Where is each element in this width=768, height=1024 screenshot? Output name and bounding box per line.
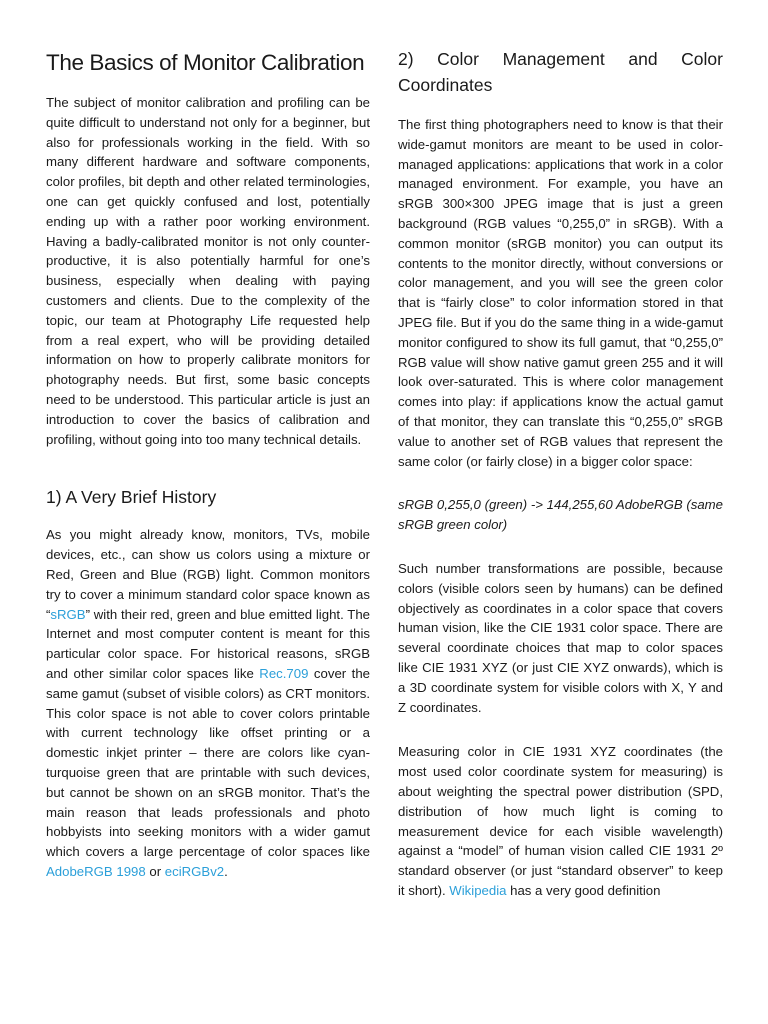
rec709-link[interactable]: Rec.709 <box>259 665 309 681</box>
right-column <box>398 46 723 901</box>
measuring-tail: has a very good definition <box>506 882 661 898</box>
srgb-link[interactable]: sRGB <box>50 606 86 622</box>
ecirgb-link[interactable]: eciRGBv2 <box>164 863 225 879</box>
section-heading-color-management <box>398 47 723 98</box>
intro-paragraph: The subject of monitor calibration and profiling can be quite difficult to understand not only for a beginner, but also for professionals working in the field. With so many different hardware and software components, color profiles, bit depth and other related terminologies, one can get quickly confused and lost, potentially ending up with a rather poor working environment. Having a badly-calibrated monitor is not only counter-productive, it is also potentially harmful for one’s business, especially when dealing with paying customers and clients. Due to the complexity of the topic, our team at Photography Life requested help from a real expert, who will be providing detailed information on how to properly calibrate monitors for photography needs. But first, some basic concepts need to be understood. This particular article is just an introduction to cover the basics of calibration and profiling, without going into too many technical details. <box>46 95 370 447</box>
measuring-paragraph <box>398 742 723 900</box>
history-text-1: As you might already know, monitors, TVs, mobile devices, etc., can show us colors using a mixture or Red, Green and Blue (RGB) light. Common monitors try to cover a minimum standard color space known as “ <box>46 527 370 622</box>
history-text-3: cover the same gamut (subset of visible colors) as CRT monitors. This color space is not able to cover colors printable with current technology like offset printing or a domestic inkjet printer – there are colors like cyan-turquoise green that are printable with such devices, but cannot be shown on an sRGB monitor. That’s the main reason that leads professionals and photo hobbyists into seeking monitors with a wider gamut which covers a large percentage of color spaces like <box>46 665 370 860</box>
wikipedia-link[interactable]: Wikipedia <box>449 882 507 898</box>
page-title: The Basics of Monitor Calibration <box>46 50 365 75</box>
history-paragraph <box>46 525 370 881</box>
measuring-text: Measuring color in CIE 1931 XYZ coordinates (the most used color coordinate system for measuring) is about weighting the spectral power distribution (SPD, distribution of how much light is coming to measurement device for each visible wavelength) against a “model” of human vision called CIE 1931 2º standard observer (or just “standard observer” to keep it short). <box>398 744 723 898</box>
history-text-5: . <box>224 863 228 879</box>
section-heading-line-1: 2) Color Management and Color <box>398 49 723 69</box>
history-text-4: or <box>145 863 165 879</box>
coordinates-paragraph: Such number transformations are possible, because colors (visible colors seen by humans) can be defined objectively as coordinates in a color space that covers human vision, like the CIE 1931 color space. There are several coordinate choices that map to color spaces like CIE 1931 XYZ (or just CIE XYZ onwards), which is a 3D coordinate system for visible colors with X, Y and Z coordinates. <box>398 560 723 715</box>
color-management-paragraph: The first thing photographers need to know is that their wide-gamut monitors are meant to be used in color-managed applications: applications that work in a color managed environment. For example, you have an sRGB 300×300 JPEG image that is just a green background (RGB values “0,255,0” in sRGB). With a common monitor (sRGB monitor) you can output its contents to the monitor directly, without conversions or color management, and you will see the green color that is “fairly close” to color information stored in that JPEG file. But if you do the same thing in a wide-gamut monitor configured to show its full gamut, that “0,255,0” RGB value will show native gamut green 255 and it will look over-saturated. This is where color management comes into play: if applications know the actual gamut of that monitor, they can translate this “0,255,0” sRGB value to another set of RGB values that represent the same color (or fairly close) in a bigger color space: <box>398 117 723 469</box>
left-column <box>46 46 370 882</box>
section-heading-history: 1) A Very Brief History <box>46 487 217 508</box>
conversion-example: sRGB 0,255,0 (green) -> 144,255,60 AdobeRGB (same sRGB green color) <box>398 497 723 533</box>
section-heading-line-2: Coordinates <box>398 74 493 95</box>
adobergb-link[interactable]: AdobeRGB 1998 <box>46 863 146 879</box>
history-text-2: ” with their red, green and blue emitted light. The Internet and most computer content is meant for this particular color space. For historical reasons, sRGB and other similar color spaces like <box>46 606 370 681</box>
